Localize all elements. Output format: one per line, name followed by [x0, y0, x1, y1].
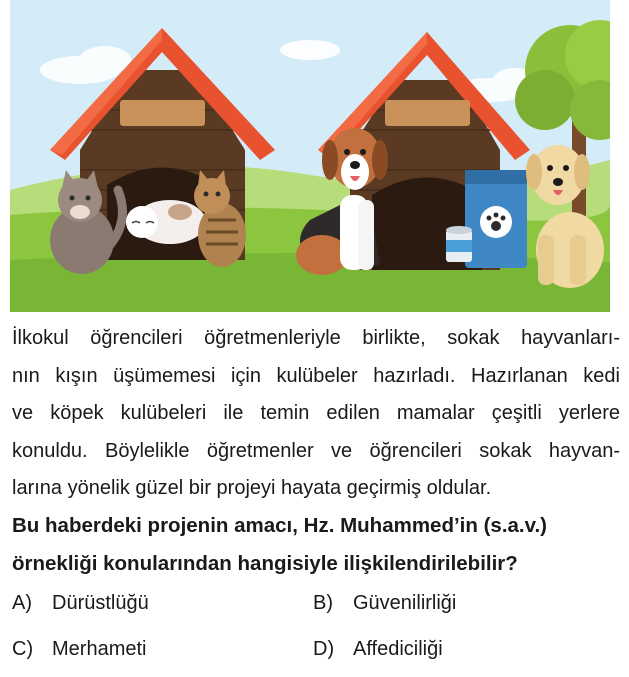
question-line: örnekliği konularından hangisiyle ilişkilendirilebilir?: [12, 552, 518, 575]
option-letter: D): [313, 638, 335, 660]
option-c[interactable]: [12, 638, 146, 661]
option-letter: A): [12, 592, 32, 614]
sign-board: [120, 100, 205, 126]
white-cat: [126, 200, 206, 244]
news-passage: [12, 320, 620, 508]
question-stem: [12, 507, 620, 583]
animal-shelter-image: [10, 0, 610, 312]
option-text: Merhameti: [52, 638, 147, 660]
food-can: [446, 226, 472, 262]
option-letter: C): [12, 638, 34, 660]
option-text: Güvenilirliği: [353, 592, 457, 614]
question-line: Bu haberdeki projenin amacı, Hz. Muhammed’in (s.a.v.): [12, 514, 548, 537]
passage-line: İlkokul öğrencileri öğretmenleriyle birlikte, sokak hayvanları-: [12, 327, 620, 349]
passage-line: konuldu. Böylelikle öğretmenler ve öğrencileri sokak hayvan-: [12, 439, 620, 462]
scene-illustration: [10, 0, 610, 312]
food-bag: [465, 170, 527, 268]
option-letter: B): [313, 592, 333, 614]
answer-options: [12, 592, 620, 672]
option-text: Dürüstlüğü: [52, 592, 149, 614]
passage-line: ve köpek kulübeleri ile temin edilen mamalar çeşitli yerlere: [12, 402, 620, 424]
option-b[interactable]: [313, 592, 456, 615]
passage-line: nın kışın üşümemesi için kulübeler hazırladı. Hazırlanan kedi: [12, 364, 620, 387]
passage-line: larına yönelik güzel bir projeyi hayata geçirmiş oldular.: [12, 477, 492, 499]
option-a[interactable]: [12, 592, 149, 615]
option-d[interactable]: [313, 638, 443, 661]
option-text: Affediciliği: [353, 638, 443, 660]
